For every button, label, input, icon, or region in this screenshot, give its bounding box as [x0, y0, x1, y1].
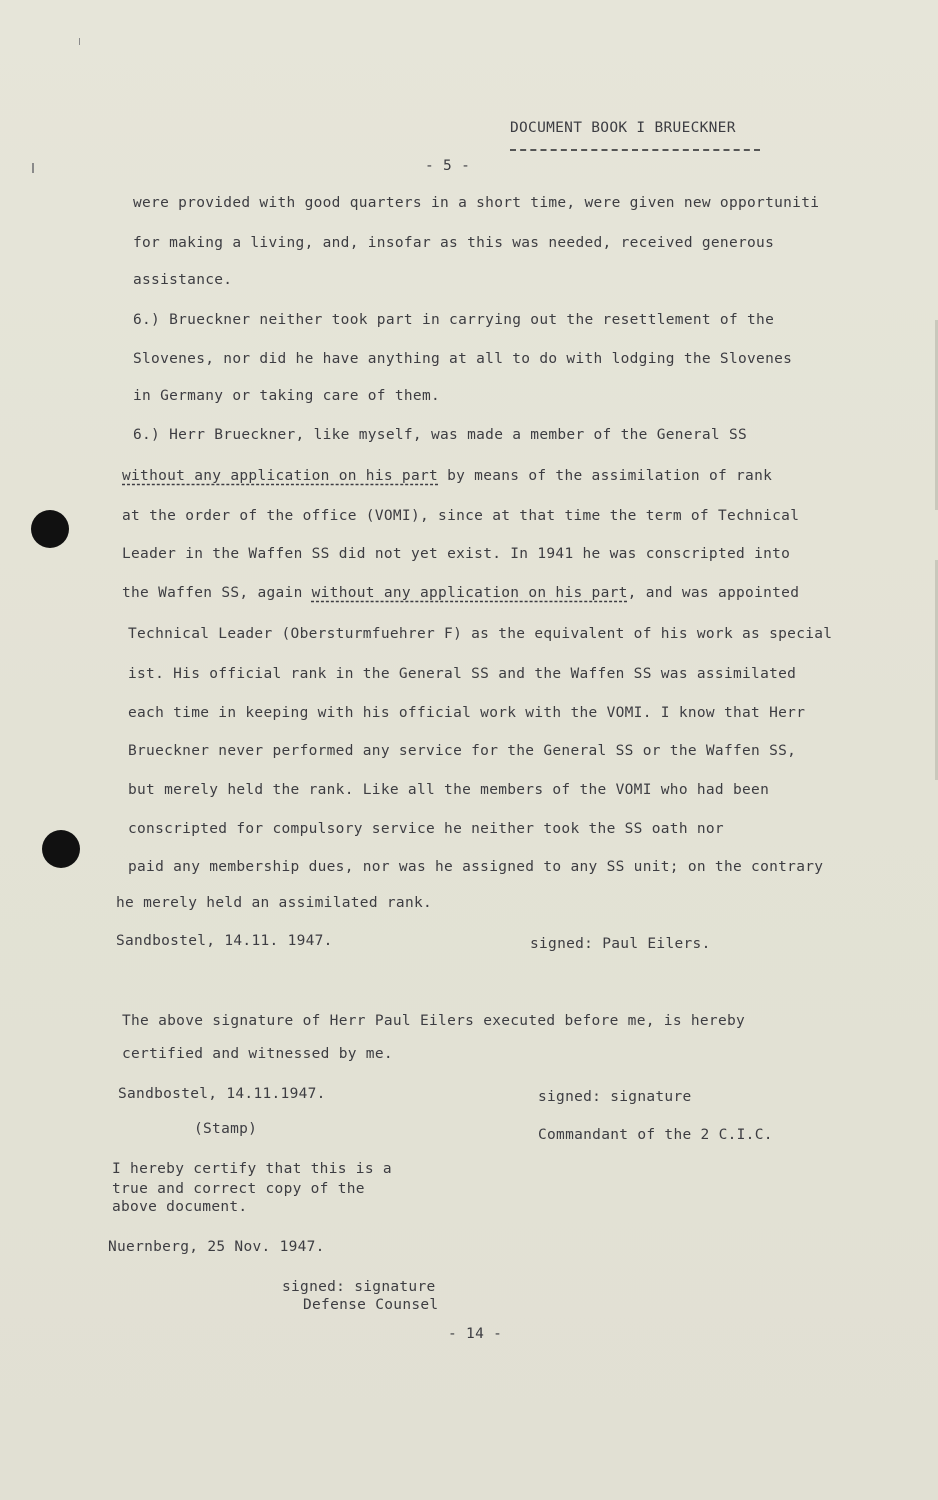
signature-line: signed: signature [282, 1279, 436, 1295]
page-number-top: - 5 - [425, 158, 471, 174]
body-line [122, 586, 799, 601]
body-line: were provided with good quarters in a short time, were given new opportuniti [133, 195, 820, 211]
certification-line: I hereby certify that this is a [112, 1161, 392, 1177]
punch-hole-top [31, 510, 69, 548]
body-line: at the order of the office (VOMI), since at that time the term of Technical [122, 508, 800, 524]
body-line: he merely held an assimilated rank. [116, 895, 433, 911]
certification-line: above document. [112, 1199, 248, 1215]
body-line: 6.) Herr Brueckner, like myself, was made a member of the General SS [133, 427, 748, 443]
underlined-phrase: without any application on his part [311, 585, 628, 601]
margin-mark [32, 163, 34, 173]
body-line: 6.) Brueckner neither took part in carrying out the resettlement of the [133, 312, 775, 328]
signature-line: signed: signature [538, 1089, 692, 1105]
page-number-bottom: - 14 - [448, 1326, 503, 1342]
body-line: Brueckner never performed any service for the General SS or the Waffen SS, [128, 743, 797, 759]
body-line: conscripted for compulsory service he neither took the SS oath nor [128, 821, 724, 837]
punch-hole-bottom [42, 830, 80, 868]
attestation-line: certified and witnessed by me. [122, 1046, 393, 1062]
certification-line: true and correct copy of the [112, 1181, 365, 1197]
body-line: Technical Leader (Obersturmfuehrer F) as the equivalent of his work as special [128, 626, 833, 642]
body-line: but merely held the rank. Like all the members of the VOMI who had been [128, 782, 770, 798]
place-date: Sandbostel, 14.11. 1947. [116, 933, 333, 949]
body-line [122, 469, 772, 484]
attestation-line: The above signature of Herr Paul Eilers executed before me, is hereby [122, 1013, 746, 1029]
body-line: assistance. [133, 272, 233, 288]
body-line: ist. His official rank in the General SS and the Waffen SS was assimilated [128, 666, 797, 682]
commandant-title: Commandant of the 2 C.I.C. [538, 1127, 773, 1143]
header-rule [510, 149, 760, 151]
signature-line: signed: Paul Eilers. [530, 936, 711, 952]
signatory-role: Defense Counsel [303, 1297, 439, 1313]
document-header-title: DOCUMENT BOOK I BRUECKNER [510, 120, 736, 136]
body-line: each time in keeping with his official work with the VOMI. I know that Herr [128, 705, 806, 721]
body-line: for making a living, and, insofar as this was needed, received generous [133, 235, 775, 251]
body-line-text: by means of the assimilation of rank [438, 468, 773, 484]
body-line-text: the Waffen SS, again [122, 585, 312, 601]
body-line-text: , and was appointed [627, 585, 800, 601]
body-line: paid any membership dues, nor was he assigned to any SS unit; on the contrary [128, 859, 824, 875]
body-line: Leader in the Waffen SS did not yet exist. In 1941 he was conscripted into [122, 546, 791, 562]
stamp-note: (Stamp) [194, 1121, 258, 1137]
margin-mark [79, 38, 80, 45]
body-line: Slovenes, nor did he have anything at all to do with lodging the Slovenes [133, 351, 793, 367]
underlined-phrase: without any application on his part [122, 468, 439, 484]
body-line: in Germany or taking care of them. [133, 388, 441, 404]
place-date: Nuernberg, 25 Nov. 1947. [108, 1239, 325, 1255]
place-date: Sandbostel, 14.11.1947. [118, 1086, 326, 1102]
